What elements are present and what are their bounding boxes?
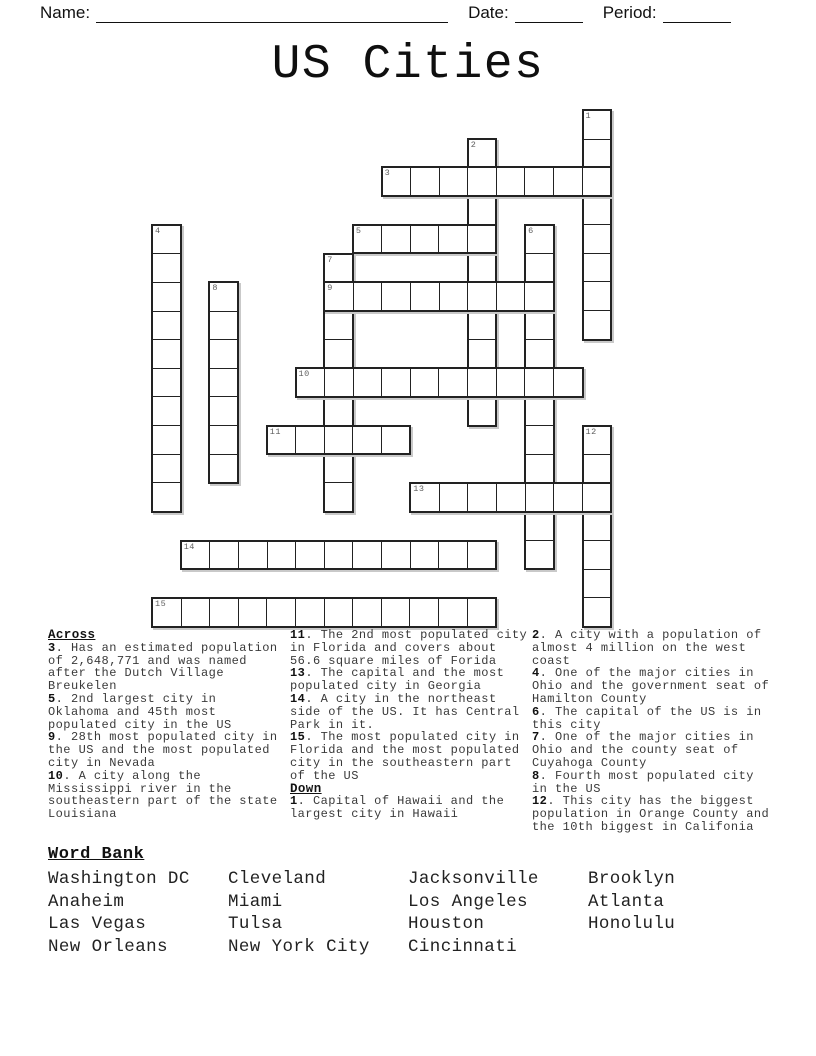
- grid-cell[interactable]: [584, 511, 611, 540]
- grid-cell[interactable]: [266, 599, 295, 626]
- grid-cell[interactable]: [410, 168, 439, 195]
- grid-number-11: 11: [269, 426, 281, 437]
- clue-6: [532, 706, 778, 732]
- clue-text-line: populated city in the US: [48, 717, 232, 732]
- grid-cell[interactable]: [439, 168, 468, 195]
- grid-cell[interactable]: [524, 369, 553, 396]
- grid-cell[interactable]: [526, 425, 553, 454]
- grid-number-3: 3: [384, 168, 391, 179]
- clue-text-line: in Florida and covers about: [290, 640, 497, 655]
- grid-cell[interactable]: [238, 599, 267, 626]
- clue-text-line: Park in it.: [290, 717, 375, 732]
- grid-cell[interactable]: [584, 281, 611, 310]
- grid-cell[interactable]: [410, 369, 439, 396]
- grid-cell[interactable]: [439, 484, 468, 511]
- period-blank-line: [663, 5, 731, 23]
- clue-text-line: the US and the most populated: [48, 743, 270, 758]
- clue-text-line: Ohio and the county seat of: [532, 743, 739, 758]
- clue-14: [290, 693, 532, 731]
- grid-cell[interactable]: [467, 369, 496, 396]
- grid-cell[interactable]: [153, 339, 180, 368]
- word-bank-item: Las Vegas: [48, 914, 147, 935]
- grid-cell[interactable]: [584, 139, 611, 168]
- grid-cell[interactable]: [324, 599, 353, 626]
- grid-cell[interactable]: [210, 339, 237, 368]
- grid-cell[interactable]: [438, 599, 467, 626]
- clue-text-line: Cuyahoga County: [532, 755, 647, 770]
- grid-cell[interactable]: [584, 253, 611, 282]
- word-bank-item: New York City: [228, 937, 370, 958]
- clue-1: [290, 795, 532, 821]
- clue-text-line: Ohio and the government seat of: [532, 679, 770, 694]
- clue-column-1: [48, 629, 290, 834]
- clue-text-line: city in Nevada: [48, 755, 156, 770]
- grid-number-14: 14: [183, 541, 195, 552]
- word-4-down: [151, 224, 182, 513]
- grid-cell[interactable]: [469, 396, 496, 425]
- grid-cell[interactable]: [210, 454, 237, 483]
- clue-text-line: of the US: [290, 768, 359, 783]
- word-14-across: [180, 540, 498, 571]
- grid-cell[interactable]: [381, 283, 410, 310]
- word-8-down: [208, 281, 239, 484]
- name-blank-line: [96, 5, 448, 23]
- grid-cell[interactable]: [439, 283, 468, 310]
- word-bank-item: Atlanta: [588, 891, 665, 912]
- grid-cell[interactable]: [325, 311, 352, 340]
- grid-cell[interactable]: [584, 597, 611, 626]
- grid-cell[interactable]: [410, 226, 439, 253]
- grid-cell[interactable]: [153, 311, 180, 340]
- clue-text-line: after the Dutch Village: [48, 666, 224, 681]
- grid-cell[interactable]: [467, 484, 496, 511]
- grid-cell[interactable]: [582, 168, 611, 195]
- grid-cell[interactable]: [526, 454, 553, 483]
- grid-cell[interactable]: [153, 396, 180, 425]
- grid-cell[interactable]: [209, 542, 238, 569]
- grid-cell[interactable]: [526, 396, 553, 425]
- grid-cell[interactable]: [526, 540, 553, 569]
- clue-number: 14: [290, 691, 306, 706]
- grid-cell[interactable]: [353, 283, 382, 310]
- grid-cell[interactable]: [210, 311, 237, 340]
- grid-cell[interactable]: [295, 542, 324, 569]
- grid-cell[interactable]: [524, 168, 553, 195]
- clue-number: 3: [48, 640, 56, 655]
- crossword-grid: [152, 110, 614, 630]
- grid-cell[interactable]: [467, 226, 496, 253]
- grid-number-2: 2: [470, 139, 477, 150]
- grid-cell[interactable]: [553, 168, 582, 195]
- grid-cell[interactable]: [467, 542, 496, 569]
- clue-7: [532, 731, 778, 769]
- clue-heading-across: Across: [48, 628, 96, 642]
- grid-number-10: 10: [298, 369, 310, 380]
- grid-cell[interactable]: [496, 484, 525, 511]
- clue-text-line: 7. One of the major cities in: [532, 730, 754, 745]
- clue-3: [48, 642, 290, 693]
- grid-cell[interactable]: [467, 283, 496, 310]
- grid-cell[interactable]: [210, 396, 237, 425]
- clue-text-line: almost 4 million on the west: [532, 640, 747, 655]
- clue-text-line: 10. A city along the: [48, 768, 202, 783]
- clue-number: 8: [532, 768, 540, 783]
- grid-cell[interactable]: [238, 542, 267, 569]
- word-9-across: [323, 281, 555, 312]
- grid-cell[interactable]: [469, 196, 496, 225]
- date-blank-line: [515, 5, 583, 23]
- clue-15: [290, 731, 532, 782]
- clue-text-line: the 10th biggest in Califonia: [532, 819, 754, 834]
- grid-cell[interactable]: [295, 427, 324, 454]
- clue-text-line: 4. One of the major cities in: [532, 666, 754, 681]
- grid-cell[interactable]: [469, 339, 496, 368]
- grid-cell[interactable]: [525, 484, 554, 511]
- word-bank-list: [48, 869, 788, 960]
- clue-text-line: largest city in Hawaii: [290, 807, 459, 822]
- page-title: US Cities: [271, 38, 545, 92]
- clue-2: [532, 629, 778, 667]
- clue-heading-down: Down: [290, 781, 322, 796]
- clue-column-3: [532, 629, 778, 834]
- clue-number: 12: [532, 794, 548, 809]
- grid-number-7: 7: [327, 254, 333, 265]
- grid-number-12: 12: [585, 426, 597, 437]
- grid-cell[interactable]: [381, 599, 410, 626]
- clue-12: [532, 795, 778, 833]
- grid-cell[interactable]: [584, 310, 611, 339]
- grid-cell[interactable]: [409, 599, 438, 626]
- grid-cell[interactable]: [496, 283, 525, 310]
- word-bank-item: New Orleans: [48, 937, 168, 958]
- name-label: Name:: [40, 3, 91, 22]
- grid-cell[interactable]: [209, 599, 238, 626]
- grid-number-9: 9: [327, 283, 333, 294]
- clue-text-line: Louisiana: [48, 807, 117, 822]
- clue-text-line: 12. This city has the biggest: [532, 794, 754, 809]
- word-bank-item: Washington DC: [48, 869, 190, 889]
- word-bank-item: Houston: [408, 914, 485, 935]
- clue-text-line: in the US: [532, 781, 601, 796]
- word-bank-item: Cleveland: [228, 869, 327, 889]
- clue-8: [532, 770, 778, 796]
- clue-text-line: coast: [532, 653, 571, 668]
- grid-cell[interactable]: [352, 542, 381, 569]
- clue-text-line: Florida and the most populated: [290, 743, 520, 758]
- grid-number-1: 1: [585, 111, 592, 121]
- word-bank-item: Jacksonville: [408, 869, 539, 889]
- grid-cell[interactable]: [153, 425, 180, 454]
- clue-text-line: 11. The 2nd most populated city: [290, 628, 528, 642]
- grid-number-4: 4: [155, 225, 161, 236]
- word-12-down: [582, 425, 613, 628]
- grid-cell[interactable]: [210, 425, 237, 454]
- clue-text-line: side of the US. It has Central: [290, 704, 520, 719]
- clue-text-line: 2. A city with a population of: [532, 628, 762, 642]
- word-bank-heading: Word Bank: [48, 845, 145, 864]
- clue-text-line: Breukelen: [48, 679, 117, 694]
- clue-text-line: 9. 28th most populated city in: [48, 730, 278, 745]
- grid-cell[interactable]: [496, 369, 525, 396]
- word-bank-item: Anaheim: [48, 891, 125, 912]
- grid-cell[interactable]: [410, 542, 439, 569]
- clue-number: 11: [290, 628, 306, 642]
- grid-cell[interactable]: [584, 454, 611, 483]
- grid-cell[interactable]: [526, 339, 553, 368]
- grid-cell[interactable]: [469, 310, 496, 339]
- word-bank-item: Miami: [228, 891, 283, 912]
- clue-text-line: 14. A city in the northeast: [290, 691, 497, 706]
- grid-cell[interactable]: [153, 482, 180, 511]
- clue-text-line: 6. The capital of the US is in: [532, 704, 762, 719]
- clue-4: [532, 667, 778, 705]
- grid-cell[interactable]: [153, 282, 180, 311]
- grid-cell[interactable]: [324, 427, 353, 454]
- grid-cell[interactable]: [584, 569, 611, 598]
- grid-cell[interactable]: [324, 369, 353, 396]
- grid-cell[interactable]: [438, 542, 467, 569]
- word-bank-item: Cincinnati: [408, 937, 518, 958]
- clue-number: 7: [532, 730, 540, 745]
- clue-number: 2: [532, 628, 540, 642]
- clue-text-line: Hamilton County: [532, 691, 647, 706]
- grid-cell[interactable]: [325, 339, 352, 368]
- worksheet-header: [40, 3, 776, 25]
- grid-number-15: 15: [155, 598, 167, 609]
- grid-number-5: 5: [355, 225, 362, 236]
- period-label: Period:: [602, 3, 657, 22]
- clue-text-line: of 2,648,771 and was named: [48, 653, 247, 668]
- grid-cell[interactable]: [584, 224, 611, 253]
- grid-cell[interactable]: [410, 283, 439, 310]
- clue-11: [290, 629, 532, 667]
- clue-text-line: 13. The capital and the most: [290, 666, 505, 681]
- grid-cell[interactable]: [381, 369, 410, 396]
- clue-13: [290, 667, 532, 693]
- grid-cell[interactable]: [553, 484, 582, 511]
- word-3-across: [381, 166, 613, 197]
- clue-number: 1: [290, 794, 298, 809]
- clue-text-line: 5. 2nd largest city in: [48, 691, 217, 706]
- clue-text-line: southeastern part of the state: [48, 794, 278, 809]
- clue-number: 9: [48, 730, 56, 745]
- grid-cell[interactable]: [153, 454, 180, 483]
- clue-text-line: Mississippi river in the: [48, 781, 232, 796]
- word-15-across: [151, 597, 497, 628]
- clue-9: [48, 731, 290, 769]
- grid-cell[interactable]: [325, 482, 352, 511]
- word-bank-item: Tulsa: [228, 914, 283, 935]
- word-bank-item: Honolulu: [588, 914, 676, 935]
- grid-cell[interactable]: [353, 369, 382, 396]
- word-10-across: [295, 367, 584, 398]
- clue-number: 13: [290, 666, 306, 681]
- grid-cell[interactable]: [267, 542, 296, 569]
- word-1-down: [582, 109, 613, 341]
- grid-number-8: 8: [212, 283, 218, 294]
- word-5-across: [352, 224, 498, 255]
- grid-cell[interactable]: [438, 369, 467, 396]
- grid-number-6: 6: [528, 225, 534, 236]
- grid-cell[interactable]: [381, 542, 410, 569]
- grid-cell[interactable]: [496, 168, 525, 195]
- clue-number: 6: [532, 704, 540, 719]
- word-bank-item: Brooklyn: [588, 869, 676, 889]
- grid-cell[interactable]: [526, 511, 553, 540]
- clue-number: 10: [48, 768, 64, 783]
- grid-cell[interactable]: [553, 369, 582, 396]
- grid-cell[interactable]: [381, 427, 410, 454]
- clue-text-line: population in Orange County and: [532, 807, 770, 822]
- grid-cell[interactable]: [153, 253, 180, 282]
- clue-5: [48, 693, 290, 731]
- clue-text-line: 3. Has an estimated population: [48, 640, 278, 655]
- grid-cell[interactable]: [181, 599, 210, 626]
- grid-cell[interactable]: [210, 368, 237, 397]
- clue-number: 15: [290, 730, 306, 745]
- grid-cell[interactable]: [153, 368, 180, 397]
- clues-section: [48, 629, 778, 834]
- grid-cell[interactable]: [584, 540, 611, 569]
- grid-cell[interactable]: [582, 484, 611, 511]
- clue-number: 5: [48, 691, 56, 706]
- clue-text-line: 8. Fourth most populated city: [532, 768, 754, 783]
- word-11-across: [266, 425, 412, 456]
- grid-cell[interactable]: [438, 226, 467, 253]
- word-13-across: [409, 482, 612, 513]
- clue-text-line: this city: [532, 717, 601, 732]
- clue-text-line: Oklahoma and 45th most: [48, 704, 217, 719]
- grid-cell[interactable]: [381, 226, 410, 253]
- clue-column-2: [290, 629, 532, 834]
- grid-cell[interactable]: [469, 253, 496, 282]
- grid-cell[interactable]: [295, 599, 324, 626]
- clue-text-line: 56.6 square miles of Forida: [290, 653, 497, 668]
- clue-text-line: 15. The most populated city in: [290, 730, 520, 745]
- clue-text-line: populated city in Georgia: [290, 679, 482, 694]
- grid-cell[interactable]: [324, 542, 353, 569]
- word-bank-item: Los Angeles: [408, 891, 528, 912]
- grid-cell[interactable]: [467, 168, 496, 195]
- grid-cell[interactable]: [352, 427, 381, 454]
- grid-number-13: 13: [413, 484, 425, 495]
- grid-cell[interactable]: [524, 283, 553, 310]
- grid-cell[interactable]: [584, 196, 611, 225]
- date-label: Date:: [468, 3, 509, 22]
- grid-cell[interactable]: [526, 311, 553, 340]
- clue-number: 4: [532, 666, 540, 681]
- grid-cell[interactable]: [526, 253, 553, 282]
- clue-text-line: 1. Capital of Hawaii and the: [290, 794, 505, 809]
- clue-text-line: city in the southeastern part: [290, 755, 512, 770]
- grid-cell[interactable]: [467, 599, 496, 626]
- grid-cell[interactable]: [325, 396, 352, 425]
- grid-cell[interactable]: [352, 599, 381, 626]
- grid-cell[interactable]: [325, 454, 352, 483]
- clue-10: [48, 770, 290, 821]
